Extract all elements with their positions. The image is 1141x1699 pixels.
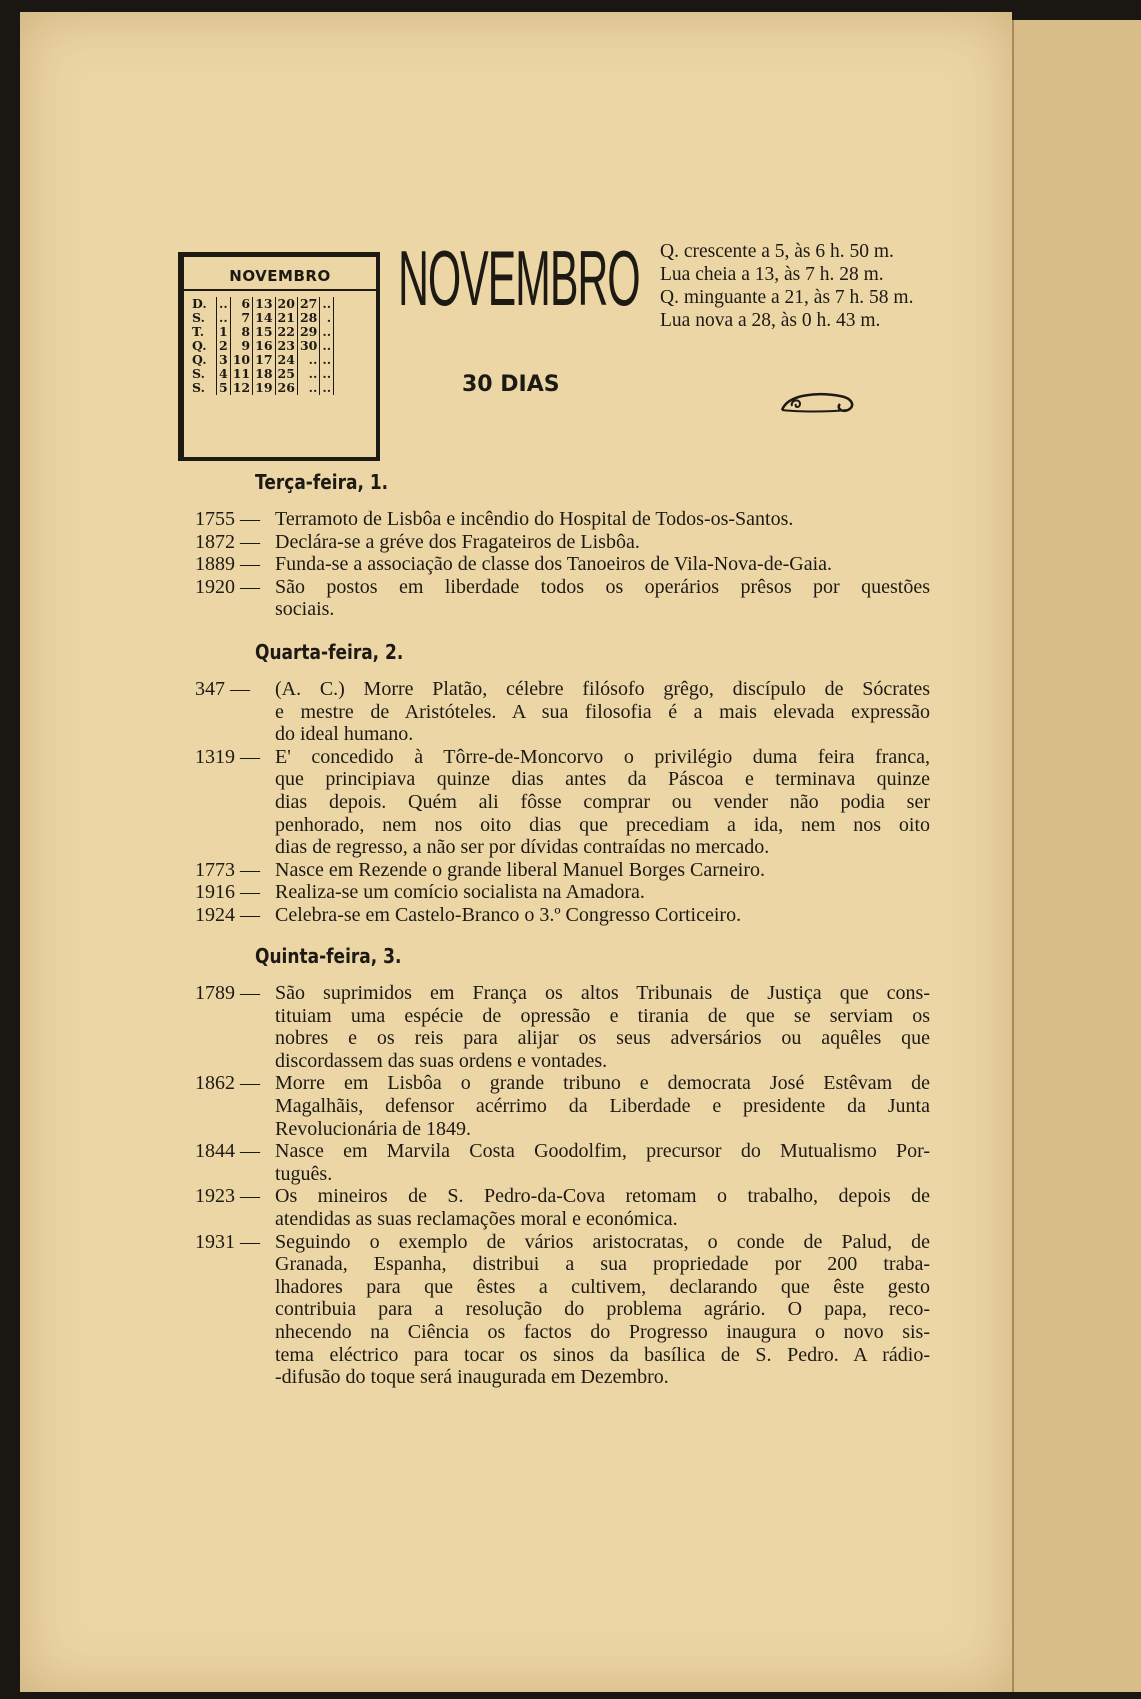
- event-year: 1920 —: [195, 575, 260, 598]
- event-year: 1773 —: [195, 858, 260, 881]
- event-text: [275, 982, 930, 1072]
- event-year: 1889 —: [195, 553, 260, 576]
- event-entry: [195, 576, 930, 621]
- calendar-row: [190, 353, 334, 367]
- event-text-line: Funda-se a associação de classe dos Tanoeiros de Vila-Nova-de-Gaia.: [275, 553, 833, 576]
- event-year: 1319 —: [195, 745, 260, 768]
- event-text-line: do ideal humano.: [275, 723, 414, 746]
- event-text-line: Revolucionária de 1849.: [275, 1117, 472, 1140]
- day-heading: Quinta-feira, 3.: [255, 944, 402, 968]
- day-heading: Quarta-feira, 2.: [255, 640, 404, 664]
- event-text-line: que principiava quinze dias antes da Páscoa e terminava quinze: [275, 768, 930, 791]
- calendar-day: 30: [297, 339, 319, 353]
- calendar-day: 15: [253, 325, 275, 339]
- month-title: NOVEMBRO: [398, 234, 640, 322]
- moon-phase: Q. crescente a 5, às 6 h. 50 m.: [660, 241, 894, 262]
- calendar-day: ..: [320, 297, 334, 311]
- event-entry: [195, 553, 930, 576]
- event-year: 1862 —: [195, 1072, 260, 1095]
- calendar-day: 1: [217, 325, 231, 339]
- event-text: [275, 576, 930, 621]
- days-count: 30 DIAS: [462, 372, 560, 397]
- moon-phase: Lua nova a 28, às 0 h. 43 m.: [660, 310, 881, 331]
- calendar-day: ..: [297, 353, 319, 367]
- weekday-label: Q.: [190, 339, 217, 353]
- weekday-label: Q.: [190, 353, 217, 367]
- event-text: [275, 553, 930, 576]
- day-heading: Terça-feira, 1.: [255, 470, 389, 494]
- calendar-row: [190, 297, 334, 311]
- event-entry: [195, 881, 930, 904]
- event-text-line: Seguindo o exemplo de vários aristocratas, o conde de Palud, de: [275, 1230, 930, 1253]
- event-text-line: Nasce em Marvila Costa Goodolfim, precursor do Mutualismo Por-: [275, 1140, 930, 1163]
- event-year: 1924 —: [195, 903, 260, 926]
- event-text: [275, 678, 930, 746]
- event-year: 1755 —: [195, 508, 260, 530]
- event-text-line: tituiam uma espécie de opressão e tirania de que se serviam os: [275, 1004, 930, 1027]
- event-year: 1872 —: [195, 530, 260, 553]
- event-text-line: sociais.: [275, 598, 335, 621]
- event-text: [275, 1140, 930, 1185]
- calendar-day: 28: [297, 311, 319, 325]
- calendar-day: 8: [230, 325, 252, 339]
- calendar-row: [190, 339, 334, 353]
- event-text: [275, 746, 930, 859]
- ornament-icon: [778, 388, 858, 416]
- calendar-day: ..: [320, 381, 334, 395]
- calendar-day: 12: [230, 381, 252, 395]
- day-section: [195, 640, 930, 927]
- event-year: 1931 —: [195, 1230, 260, 1253]
- event-text-line: penhorado, nem nos oito dias que precediam a ida, nem nos oito: [275, 813, 930, 836]
- event-text-line: -difusão do toque será inaugurada em Dezembro.: [275, 1366, 669, 1389]
- event-text-line: Nasce em Rezende o grande liberal Manuel Borges Carneiro.: [275, 858, 765, 881]
- calendar-day: 13: [253, 297, 275, 311]
- calendar-row: [190, 381, 334, 395]
- weekday-label: S.: [190, 311, 217, 325]
- event-text-line: lhadores para que êstes a cultivem, declarando que êste gesto: [275, 1275, 930, 1298]
- event-text-line: tuguês.: [275, 1162, 333, 1185]
- calendar-day: 3: [217, 353, 231, 367]
- event-text-line: São suprimidos em França os altos Tribunais de Justiça que cons-: [275, 982, 930, 1004]
- weekday-label: S.: [190, 367, 217, 381]
- event-text-line: E' concedido à Tôrre-de-Moncorvo o privilégio duma feira franca,: [275, 745, 930, 768]
- event-entry: [195, 746, 930, 859]
- event-entry: [195, 982, 930, 1072]
- event-entry: [195, 1231, 930, 1389]
- event-entry: [195, 904, 930, 927]
- event-text-line: atendidas as suas reclamações moral e económica.: [275, 1207, 678, 1230]
- event-text-line: Granada, Espanha, distribui a sua propriedade por 200 traba-: [275, 1253, 930, 1276]
- moon-phase: Q. minguante a 21, às 7 h. 58 m.: [660, 287, 914, 308]
- calendar-day: 11: [230, 367, 252, 381]
- weekday-label: D.: [190, 297, 217, 311]
- calendar-day: ..: [320, 353, 334, 367]
- event-text-line: Declára-se a gréve dos Fragateiros de Lisbôa.: [275, 530, 640, 553]
- calendar-day: 9: [230, 339, 252, 353]
- calendar-day: 18: [253, 367, 275, 381]
- event-entry: [195, 1140, 930, 1185]
- weekday-label: T.: [190, 325, 217, 339]
- calendar-day: 4: [217, 367, 231, 381]
- event-entry: [195, 508, 930, 531]
- mini-calendar-title: NOVEMBRO: [184, 257, 376, 291]
- calendar-row: [190, 367, 334, 381]
- event-year: 347 —: [195, 678, 250, 700]
- event-text-line: Magalhãis, defensor acérrimo da Liberdade e presidente da Junta: [275, 1094, 930, 1117]
- calendar-day: 7: [230, 311, 252, 325]
- calendar-day: 14: [253, 311, 275, 325]
- calendar-day: 27: [297, 297, 319, 311]
- calendar-day: 6: [230, 297, 252, 311]
- event-text: [275, 904, 930, 927]
- event-text-line: nobres e os reis para alijar os seus adversários ou aquêles que: [275, 1027, 930, 1050]
- calendar-day: 16: [253, 339, 275, 353]
- event-text: [275, 859, 930, 882]
- event-text-line: Morre em Lisbôa o grande tribuno e democrata José Estêvam de: [275, 1072, 930, 1095]
- calendar-day: ..: [297, 381, 319, 395]
- calendar-row: [190, 325, 334, 339]
- event-text: [275, 1231, 930, 1389]
- event-entry: [195, 531, 930, 554]
- calendar-day: ..: [320, 325, 334, 339]
- calendar-day: 17: [253, 353, 275, 367]
- calendar-day: ..: [297, 367, 319, 381]
- calendar-day: 2: [217, 339, 231, 353]
- event-text-line: dias depois. Quém ali fôsse comprar ou vender não podia ser: [275, 790, 930, 813]
- calendar-day: ..: [217, 297, 231, 311]
- event-text: [275, 881, 930, 904]
- event-text-line: (A. C.) Morre Platão, célebre filósofo grêgo, discípulo de Sócrates: [275, 678, 930, 700]
- calendar-day: 21: [275, 311, 297, 325]
- event-text: [275, 531, 930, 554]
- event-text-line: discordassem das suas ordens e vontades.: [275, 1049, 608, 1072]
- event-text-line: Realiza-se um comício socialista na Amadora.: [275, 881, 645, 904]
- event-text-line: dias de regresso, a não ser por dívidas contraídas no mercado.: [275, 836, 770, 859]
- calendar-day: 29: [297, 325, 319, 339]
- event-text-line: tema eléctrico para tocar os sinos da basílica de S. Pedro. A rádio-: [275, 1343, 930, 1366]
- calendar-day: 5: [217, 381, 231, 395]
- event-year: 1916 —: [195, 881, 260, 904]
- calendar-day: ..: [320, 339, 334, 353]
- mini-calendar: [178, 252, 380, 461]
- event-year: 1923 —: [195, 1185, 260, 1208]
- event-text-line: contribuia para a resolução do problema agrário. O papa, reco-: [275, 1298, 930, 1321]
- event-text-line: Terramoto de Lisbôa e incêndio do Hospital de Todos-os-Santos.: [275, 508, 794, 530]
- mini-calendar-grid: [190, 297, 334, 395]
- day-section: [195, 470, 930, 621]
- event-text-line: São postos em liberdade todos os operários prêsos por questões: [275, 575, 930, 598]
- event-text-line: nhecendo na Ciência os factos do Progresso inaugura o novo sis-: [275, 1320, 930, 1343]
- calendar-day: ..: [217, 311, 231, 325]
- calendar-day: 10: [230, 353, 252, 367]
- moon-phase: Lua cheia a 13, às 7 h. 28 m.: [660, 264, 884, 285]
- event-text-line: e mestre de Aristóteles. A sua filosofia é a mais elevada expressão: [275, 700, 930, 723]
- calendar-day: .: [320, 311, 334, 325]
- event-text: [275, 1185, 930, 1230]
- calendar-day: 19: [253, 381, 275, 395]
- calendar-day: 26: [275, 381, 297, 395]
- moon-phases: [660, 240, 913, 332]
- event-entry: [195, 859, 930, 882]
- event-year: 1789 —: [195, 982, 260, 1004]
- event-entry: [195, 678, 930, 746]
- event-entry: [195, 1072, 930, 1140]
- calendar-day: 20: [275, 297, 297, 311]
- calendar-day: 22: [275, 325, 297, 339]
- calendar-day: 24: [275, 353, 297, 367]
- calendar-row: [190, 311, 334, 325]
- adjacent-page-edge: [1012, 20, 1141, 1692]
- calendar-day: 25: [275, 367, 297, 381]
- day-section: [195, 944, 930, 1389]
- event-text-line: Os mineiros de S. Pedro-da-Cova retomam o trabalho, depois de: [275, 1185, 930, 1208]
- event-text: [275, 1072, 930, 1140]
- event-entry: [195, 1185, 930, 1230]
- event-year: 1844 —: [195, 1140, 260, 1163]
- calendar-day: ..: [320, 367, 334, 381]
- calendar-day: 23: [275, 339, 297, 353]
- event-text-line: Celebra-se em Castelo-Branco o 3.º Congresso Corticeiro.: [275, 903, 742, 926]
- event-text: [275, 508, 930, 531]
- weekday-label: S.: [190, 381, 217, 395]
